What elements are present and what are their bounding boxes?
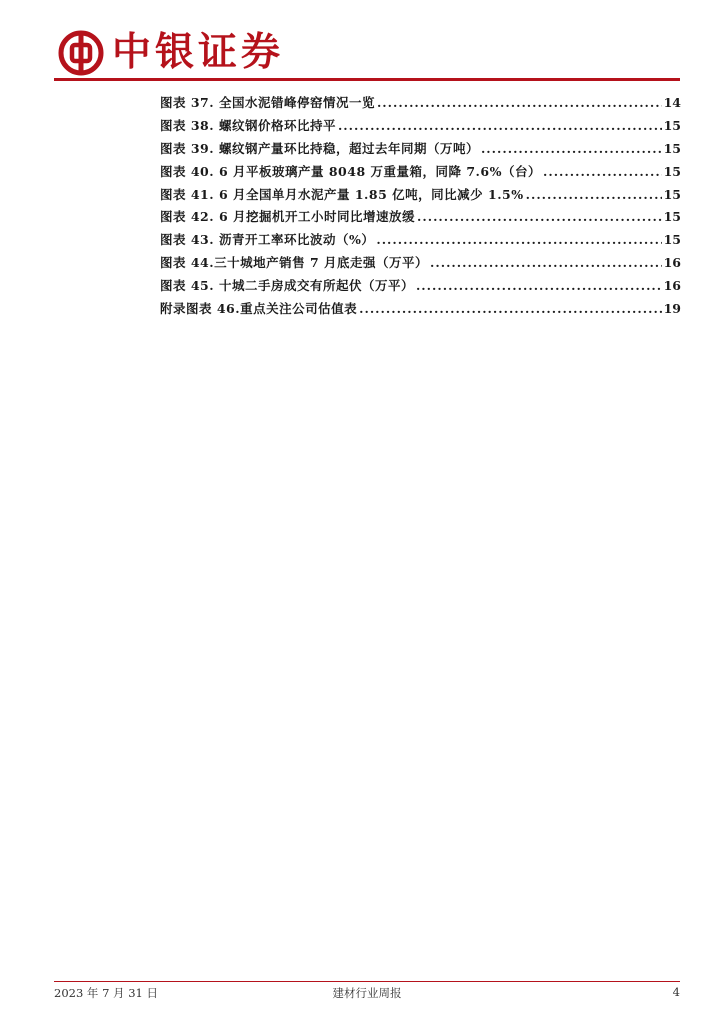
toc-entry-title: 图表 42. 6 月挖掘机开工小时同比增速放缓: [160, 209, 416, 225]
footer-date: 2023 年 7 月 31 日: [54, 986, 158, 1000]
toc-entry-page: 15: [663, 186, 681, 202]
page-header: [0, 0, 724, 84]
toc-dot-leader: [359, 301, 661, 316]
toc-dot-leader: [376, 232, 661, 247]
brand-name: 中银证券: [112, 30, 285, 75]
toc-entry[interactable]: [160, 299, 681, 322]
toc-entry[interactable]: [160, 116, 681, 139]
toc-dot-leader: [417, 209, 662, 224]
toc-entry-page: 16: [663, 278, 681, 294]
bank-of-china-logo-icon: [58, 30, 104, 76]
toc-entry[interactable]: [160, 139, 681, 162]
toc-entry-page: 15: [663, 209, 681, 225]
toc-dot-leader: [526, 187, 662, 202]
toc-entry-title: 图表 43. 沥青开工率环比波动（%）: [160, 232, 375, 248]
toc-entry-page: 16: [663, 255, 681, 271]
toc-entry[interactable]: [160, 253, 681, 276]
toc-dot-leader: [416, 278, 662, 293]
toc-entry[interactable]: [160, 185, 681, 208]
header-divider: [54, 78, 680, 81]
toc-entry[interactable]: [160, 230, 681, 253]
toc-entry-title: 图表 40. 6 月平板玻璃产量 8048 万重量箱，同降 7.6%（台）: [160, 163, 541, 179]
toc-entry-page: 15: [663, 163, 681, 179]
toc-entry[interactable]: [160, 93, 681, 116]
footer-divider: [54, 981, 680, 982]
toc-entry-page: 15: [663, 140, 681, 156]
toc-dot-leader: [543, 164, 662, 179]
toc-dot-leader: [377, 95, 662, 110]
toc-dot-leader: [338, 118, 662, 133]
toc-entry-title: 图表 45. 十城二手房成交有所起伏（万平）: [160, 278, 414, 294]
toc-entry-title: 图表 38. 螺纹钢价格环比持平: [160, 117, 336, 133]
toc-entry-title: 图表 44.三十城地产销售 7 月底走强（万平）: [160, 255, 429, 271]
toc-entry-page: 19: [663, 301, 681, 317]
toc-entry-title: 图表 37. 全国水泥错峰停窑情况一览: [160, 95, 375, 110]
page-number: 4: [672, 985, 680, 999]
toc-entry-title: 附录图表 46.重点关注公司估值表: [160, 301, 358, 317]
toc-entry-title: 图表 41. 6 月全国单月水泥产量 1.85 亿吨，同比减少 1.5%: [160, 186, 524, 202]
toc-entry[interactable]: [160, 207, 681, 230]
toc-entry-page: 14: [663, 95, 681, 110]
toc-dot-leader: [430, 255, 662, 270]
toc-entry-page: 15: [663, 232, 681, 248]
toc-dot-leader: [481, 141, 662, 156]
toc-entry-title: 图表 39. 螺纹钢产量环比持稳，超过去年同期（万吨）: [160, 140, 479, 156]
page-footer: [54, 985, 680, 1003]
toc-entry[interactable]: [160, 276, 681, 299]
footer-report-title: 建材行业周报: [332, 986, 402, 1000]
table-of-figures: [160, 93, 681, 322]
toc-entry[interactable]: [160, 162, 681, 185]
toc-entry-page: 15: [663, 117, 681, 133]
